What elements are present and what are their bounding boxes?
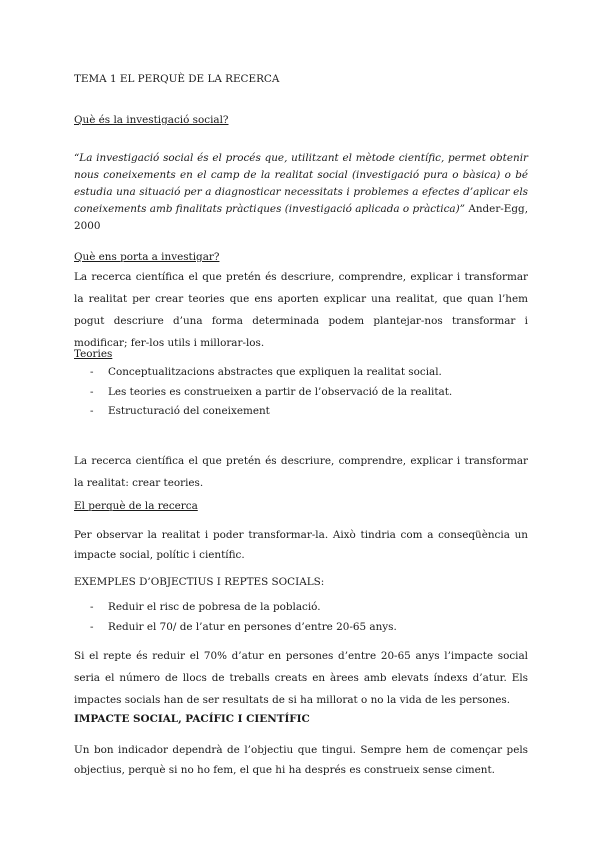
list-item: - Les teories es construeixen a partir de l’observació de la realitat.	[90, 384, 452, 401]
list-item: - Estructuració del coneixement	[90, 403, 270, 420]
bullet-dash: -	[90, 366, 94, 378]
bullet-dash: -	[90, 386, 94, 398]
heading-why-research: El perquè de la recerca	[74, 500, 198, 512]
heading-impacte: IMPACTE SOCIAL, PACÍFIC I CIENTÍFIC	[74, 713, 310, 725]
paragraph-observe-reality: Per observar la realitat i poder transformar-la. Això tindria com a conseqüència un impacte social, polític i científic.	[74, 529, 528, 561]
page-title: TEMA 1 EL PERQUÈ DE LA RECERCA	[74, 73, 280, 85]
heading-teories: Teories	[74, 348, 113, 360]
quote-author: Ander-Egg, 2000	[74, 203, 528, 232]
list-item: - Reduir el 70/ de l’atur en persones d’entre 20-65 anys.	[90, 619, 397, 636]
paragraph-social-impact-example: Si el repte és reduir el 70% d’atur en persones d’entre 20-65 anys l’impacte social seria el número de llocs de treballs creats en àrees amb elevats índexs d’atur. Els impactes socials han de ser resultats de si ha millorat o no la vida de les persones.	[74, 650, 528, 706]
heading-what-is-social-research: Què és la investigació social?	[74, 114, 229, 126]
bullet-dash: -	[90, 405, 94, 417]
bullet-dash: -	[90, 621, 94, 633]
quote-text: “La investigació social és el procés que, utilitzant el mètode científic, permet obtenir nous coneixements en el camp de la realitat social (investigació pura o bàsica) o bé estudia una situació per a diagnosticar necessitats i problemes a efectes d’aplicar els coneixements amb finalitats pràctiques (investigació aplicada o pràctica)”	[74, 152, 528, 215]
bullet-dash: -	[90, 601, 94, 613]
heading-examples: EXEMPLES D’OBJECTIUS I REPTES SOCIALS:	[74, 576, 325, 588]
list-item: - Conceptualitzacions abstractes que expliquen la realitat social.	[90, 364, 442, 381]
paragraph-scientific-research: La recerca científica el que pretén és descriure, comprendre, explicar i transformar la realitat per crear teories que ens aporten explicar una realitat, que quan l’hem pogut descriure d’una forma determinada podem plantejar-nos transformar i modificar; fer-los utils i millorar-los.	[74, 271, 528, 349]
definition-quote	[74, 150, 528, 235]
paragraph-good-indicator: Un bon indicador dependrà de l’objectiu que tingui. Sempre hem de començar pels objectius, perquè si no ho fem, el que hi ha després es construeix sense ciment.	[74, 744, 528, 776]
heading-why-investigate: Què ens porta a investigar?	[74, 251, 220, 263]
paragraph-research-aims: La recerca científica el que pretén és descriure, comprendre, explicar i transformar la realitat: crear teories.	[74, 455, 528, 489]
list-item: - Reduir el risc de pobresa de la població.	[90, 599, 321, 616]
